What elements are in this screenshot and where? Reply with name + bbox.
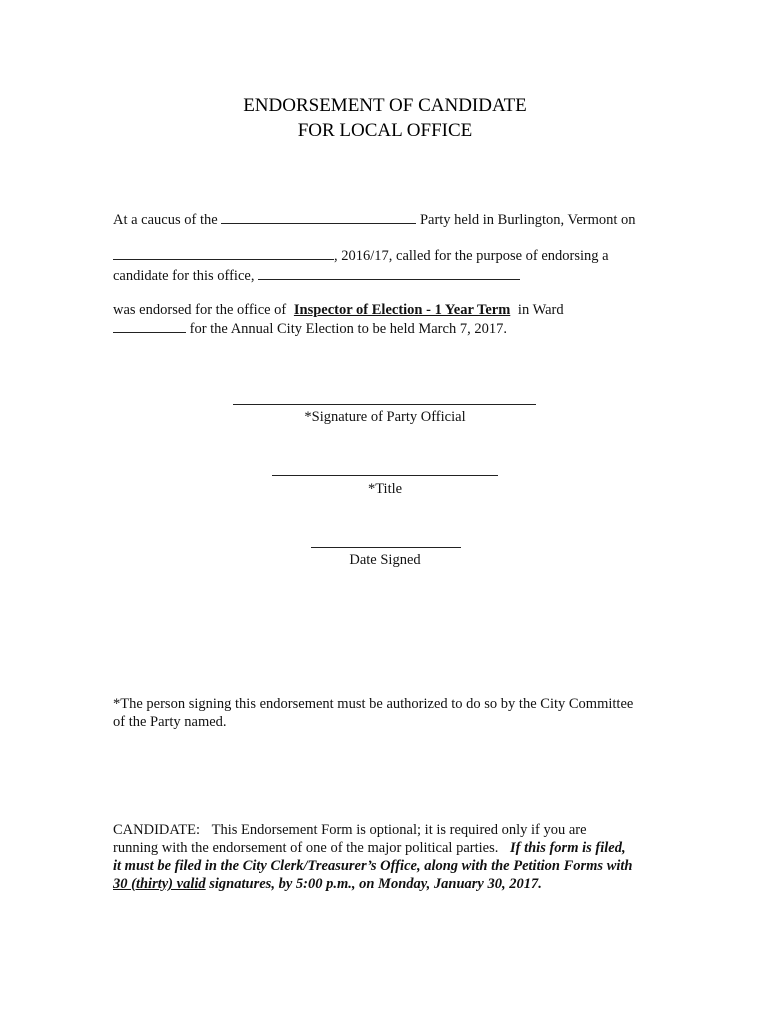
election-text: for the Annual City Election to be held March 7, 2017. (189, 321, 507, 337)
ward-text: in Ward (517, 302, 564, 318)
endorsed-line (113, 302, 564, 319)
document-title-line1: ENDORSEMENT OF CANDIDATE (243, 95, 527, 116)
candidate-line (113, 268, 520, 285)
caucus-suffix: Party held in Burlington, Vermont on (419, 212, 636, 228)
party-name-field[interactable] (221, 222, 416, 224)
candidate-note-line1 (113, 820, 587, 840)
candidate-note-line2 (113, 838, 626, 858)
candidate-note-line2-bold: If this form is filed, (509, 840, 626, 856)
date-signed-line[interactable] (311, 547, 461, 548)
party-official-signature-line[interactable] (233, 404, 536, 405)
candidate-name-field[interactable] (258, 278, 520, 280)
caucus-date-field[interactable] (113, 258, 334, 260)
office-name: Inspector of Election - 1 Year Term (293, 302, 511, 318)
filing-deadline: signatures, by 5:00 p.m., on Monday, January 30, 2017. (209, 876, 542, 892)
ward-number-field[interactable] (113, 331, 186, 333)
official-title-label: *Title (367, 481, 403, 497)
candidate-prefix: candidate for this office, (113, 268, 255, 284)
footnote-line2: of the Party named. (113, 714, 227, 730)
candidate-note-line4 (113, 874, 542, 894)
candidate-note-line3: it must be filed in the City Clerk/Treasurer’s Office, along with the Petition Forms with (113, 858, 633, 874)
election-line (113, 321, 507, 338)
valid-signatures-count: 30 (thirty) valid (113, 876, 206, 892)
candidate-note-line1-text: This Endorsement Form is optional; it is required only if you are (211, 822, 587, 838)
date-line (113, 248, 609, 265)
endorsed-prefix: was endorsed for the office of (113, 302, 287, 318)
official-title-line[interactable] (272, 475, 498, 476)
footnote-line1: *The person signing this endorsement must be authorized to do so by the City Committee (113, 696, 634, 712)
date-signed-label: Date Signed (349, 552, 421, 568)
candidate-note-line2-plain: running with the endorsement of one of the major political parties. (113, 840, 499, 856)
caucus-prefix: At a caucus of the (113, 212, 218, 228)
caucus-line (113, 212, 636, 229)
year-text: , 2016/17, called for the purpose of endorsing a (334, 248, 609, 264)
party-official-signature-label: *Signature of Party Official (304, 409, 466, 425)
candidate-note-label: CANDIDATE: (113, 822, 200, 838)
document-title-line2: FOR LOCAL OFFICE (297, 120, 473, 141)
